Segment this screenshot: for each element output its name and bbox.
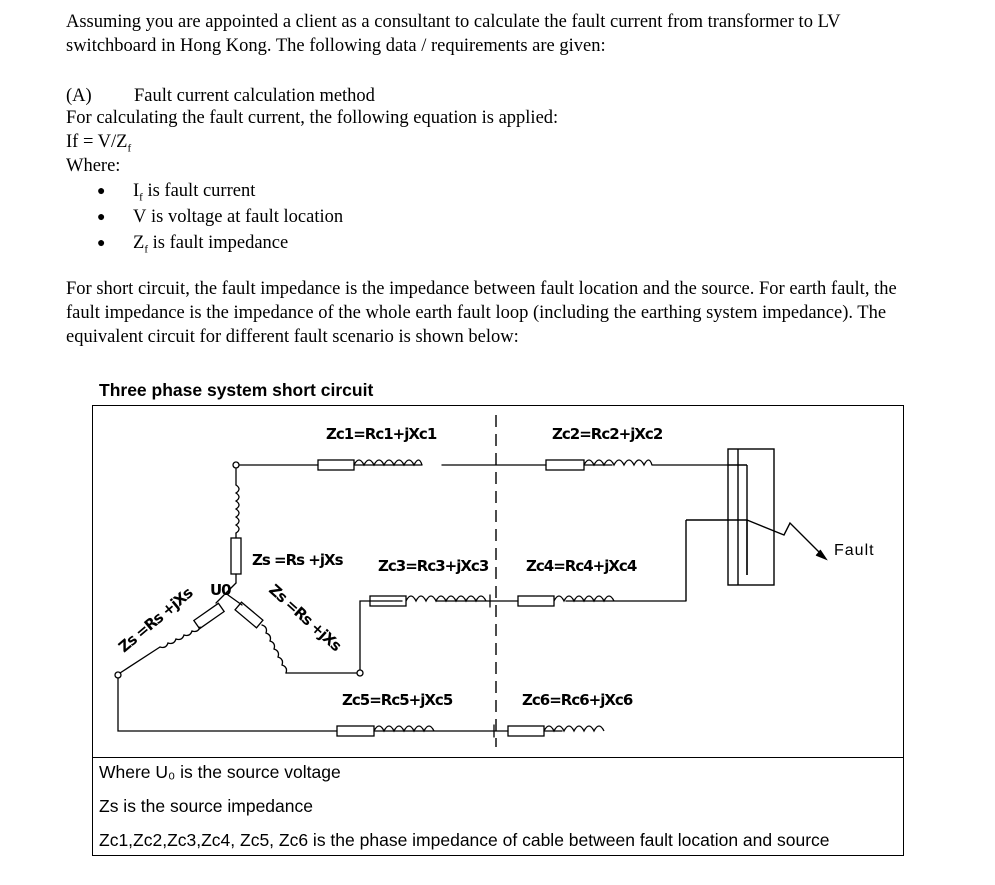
bullet-item: $Z_f$ is fault impedance — [133, 233, 289, 256]
source-resistor-left — [194, 603, 224, 628]
zc5-resistor — [337, 726, 374, 736]
zc5-label: Zc5=Rc5+jXc5 — [342, 691, 453, 709]
fault-label: Fault — [834, 542, 875, 559]
zc2-label: Zc2=Rc2+jXc2 — [552, 425, 663, 443]
bullet-item: $I_f$ is fault current — [133, 181, 256, 204]
fault-arrow — [747, 520, 824, 557]
zc1-resistor — [318, 460, 354, 470]
figure-title: Three phase system short circuit — [99, 380, 374, 400]
bullet-glyph: ● — [97, 210, 106, 225]
node-left — [115, 672, 121, 678]
zc4-resistor — [518, 596, 554, 606]
node-top — [233, 462, 239, 468]
circuit-diagram — [92, 405, 904, 758]
zc1-label: Zc1=Rc1+jXc1 — [326, 425, 437, 443]
figure-border-left — [92, 758, 93, 855]
wire-bottom-left — [118, 678, 337, 731]
zc6-label: Zc6=Rc6+jXc6 — [522, 691, 633, 709]
node-right — [357, 670, 363, 676]
source-coil-left — [160, 627, 200, 648]
equation — [66, 130, 131, 154]
section-title: Fault current calculation method — [134, 86, 375, 106]
zc3-coil — [406, 596, 486, 601]
intro-paragraph: Assuming you are appointed a client as a consultant to calculate the fault current from transformer to LV switchboard in Hong Kong. The following data / requirements are given: — [66, 12, 841, 56]
zs-label-right: Zs =Rs +jXs — [265, 580, 345, 655]
source-coil-right — [262, 625, 287, 673]
figure-note: Zc1,Zc2,Zc3,Zc4, Zc5, Zc6 is the phase impedance of cable between fault location and source — [99, 830, 830, 850]
equation-sub: f — [127, 142, 132, 155]
section-label: (A) — [66, 86, 92, 106]
zs-label-top: Zs =Rs +jXs — [252, 551, 343, 569]
bullet-glyph: ● — [97, 236, 106, 251]
zc4-label: Zc4=Rc4+jXc4 — [526, 557, 637, 575]
figure-border-right — [903, 758, 904, 855]
where-label: Where: — [66, 156, 121, 176]
zc6-resistor — [508, 726, 544, 736]
method-text: For calculating the fault current, the following equation is applied: — [66, 108, 559, 128]
figure-note: Zs is the source impedance — [99, 796, 313, 816]
bullet-glyph: ● — [97, 184, 106, 199]
fault-box — [686, 449, 826, 601]
zc4-coil — [554, 596, 614, 601]
explanation-paragraph: For short circuit, the fault impedance is the impedance between fault location and the source. For earth fault, the fault impedance is the impedance of the whole earth fault loop (including the earthing system impedance). The equivalent circuit for different fault scenario is shown below: — [66, 279, 897, 347]
zc3-label: Zc3=Rc3+jXc3 — [378, 557, 489, 575]
u0-label: U0 — [210, 581, 231, 599]
figure-border-bottom — [92, 855, 904, 856]
source-coil-top — [236, 485, 239, 533]
zc1-coil — [354, 460, 422, 465]
zc2-resistor — [546, 460, 584, 470]
equation-lhs: If — [66, 132, 79, 152]
bullet-item: V is voltage at fault location — [133, 207, 344, 227]
source-resistor-top — [231, 538, 241, 574]
zc5-coil — [374, 726, 434, 731]
source-resistor-right — [235, 602, 263, 628]
zc2-coil — [584, 460, 652, 465]
zs-label-left: Zs =Rs +jXs — [115, 584, 196, 657]
equation-rhs: = V/Z — [78, 132, 128, 152]
zc6-coil — [544, 726, 604, 731]
figure-note: Where U₀ is the source voltage — [99, 762, 341, 782]
